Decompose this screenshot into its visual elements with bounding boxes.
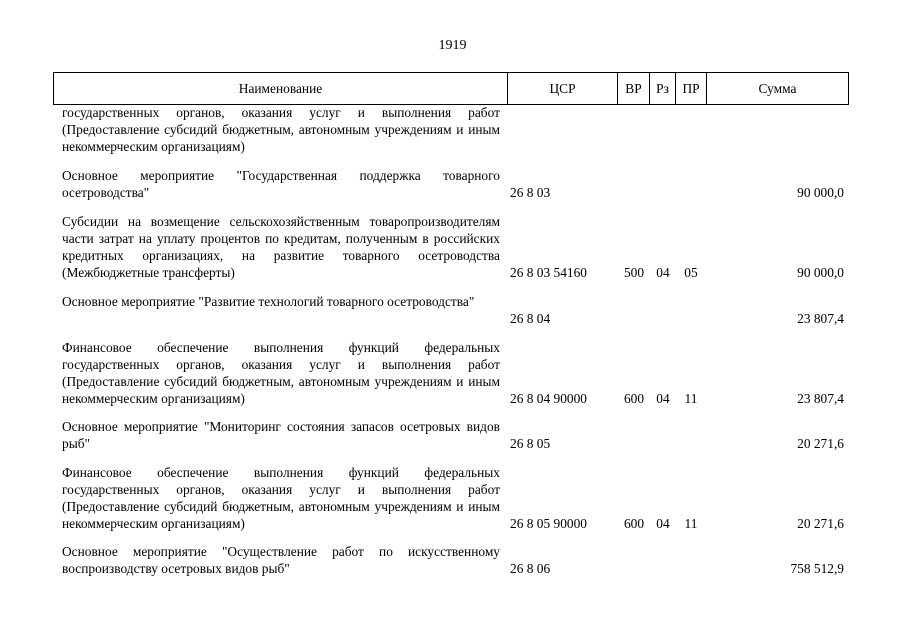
table-row <box>53 104 849 155</box>
row-vr: 600 <box>623 516 645 531</box>
table-row <box>53 543 849 577</box>
row-csr: 26 8 05 <box>510 436 551 451</box>
row-sum: 90 000,0 <box>797 185 844 200</box>
header-csr: ЦСР <box>507 73 617 104</box>
row-name: Финансовое обеспечение выполнения функций федеральных государственных органов, оказания услуг и выполнения работ (Предоставление субсидий бюджетным, автономным учреждениям и иным некоммерческим организациям) <box>62 340 500 406</box>
table-row <box>53 167 849 201</box>
row-name: Основное мероприятие "Мониторинг состояния запасов осетровых видов рыб" <box>62 419 500 451</box>
row-rz: 04 <box>656 516 670 531</box>
row-vr: 500 <box>623 265 645 280</box>
row-vr: 600 <box>623 391 645 406</box>
table-row <box>53 213 849 281</box>
row-rz: 04 <box>656 391 670 406</box>
table-row <box>53 293 849 327</box>
row-pr: 11 <box>684 391 698 406</box>
header-pr: ПР <box>675 73 706 104</box>
row-csr: 26 8 05 90000 <box>510 516 587 531</box>
row-name: Основное мероприятие "Государственная поддержка товарного осетроводства" <box>62 168 500 200</box>
table-row <box>53 464 849 532</box>
header-vr: ВР <box>617 73 649 104</box>
row-name: Субсидии на возмещение сельскохозяйственным товаропроизводителям части затрат на уплату процентов по кредитам, полученным в российских кредитных организациях, на развитие товарного осетроводства (Межбюджетные трансферты) <box>62 214 500 280</box>
table-row <box>53 339 849 407</box>
row-name: Финансовое обеспечение выполнения функций федеральных государственных органов, оказания услуг и выполнения работ (Предоставление субсидий бюджетным, автономным учреждениям и иным некоммерческим организациям) <box>62 465 500 531</box>
header-sum: Сумма <box>706 73 848 104</box>
table-header <box>53 72 849 105</box>
header-rz: Рз <box>649 73 675 104</box>
row-sum: 23 807,4 <box>797 391 844 406</box>
row-csr: 26 8 03 54160 <box>510 265 587 280</box>
row-sum: 758 512,9 <box>790 561 844 576</box>
row-name: Основное мероприятие "Развитие технологий товарного осетроводства" <box>62 294 475 309</box>
row-sum: 20 271,6 <box>797 516 844 531</box>
row-csr: 26 8 06 <box>510 561 551 576</box>
table-row <box>53 418 849 452</box>
page-number: 1919 <box>438 38 467 53</box>
row-rz: 04 <box>656 265 670 280</box>
header-name: Наименование <box>238 81 323 96</box>
row-sum: 20 271,6 <box>797 436 844 451</box>
row-name: Основное мероприятие "Осуществление работ по искусственному воспроизводству осетровых видов рыб" <box>62 544 500 576</box>
row-csr: 26 8 04 90000 <box>510 391 587 406</box>
row-sum: 23 807,4 <box>797 311 844 326</box>
row-pr: 11 <box>684 516 698 531</box>
row-name: государственных органов, оказания услуг и выполнения работ (Предоставление субсидий бюджетным, автономным учреждениям и иным некоммерческим организациям) <box>62 105 500 154</box>
row-csr: 26 8 04 <box>510 311 551 326</box>
row-csr: 26 8 03 <box>510 185 551 200</box>
row-sum: 90 000,0 <box>797 265 844 280</box>
row-pr: 05 <box>684 265 698 280</box>
